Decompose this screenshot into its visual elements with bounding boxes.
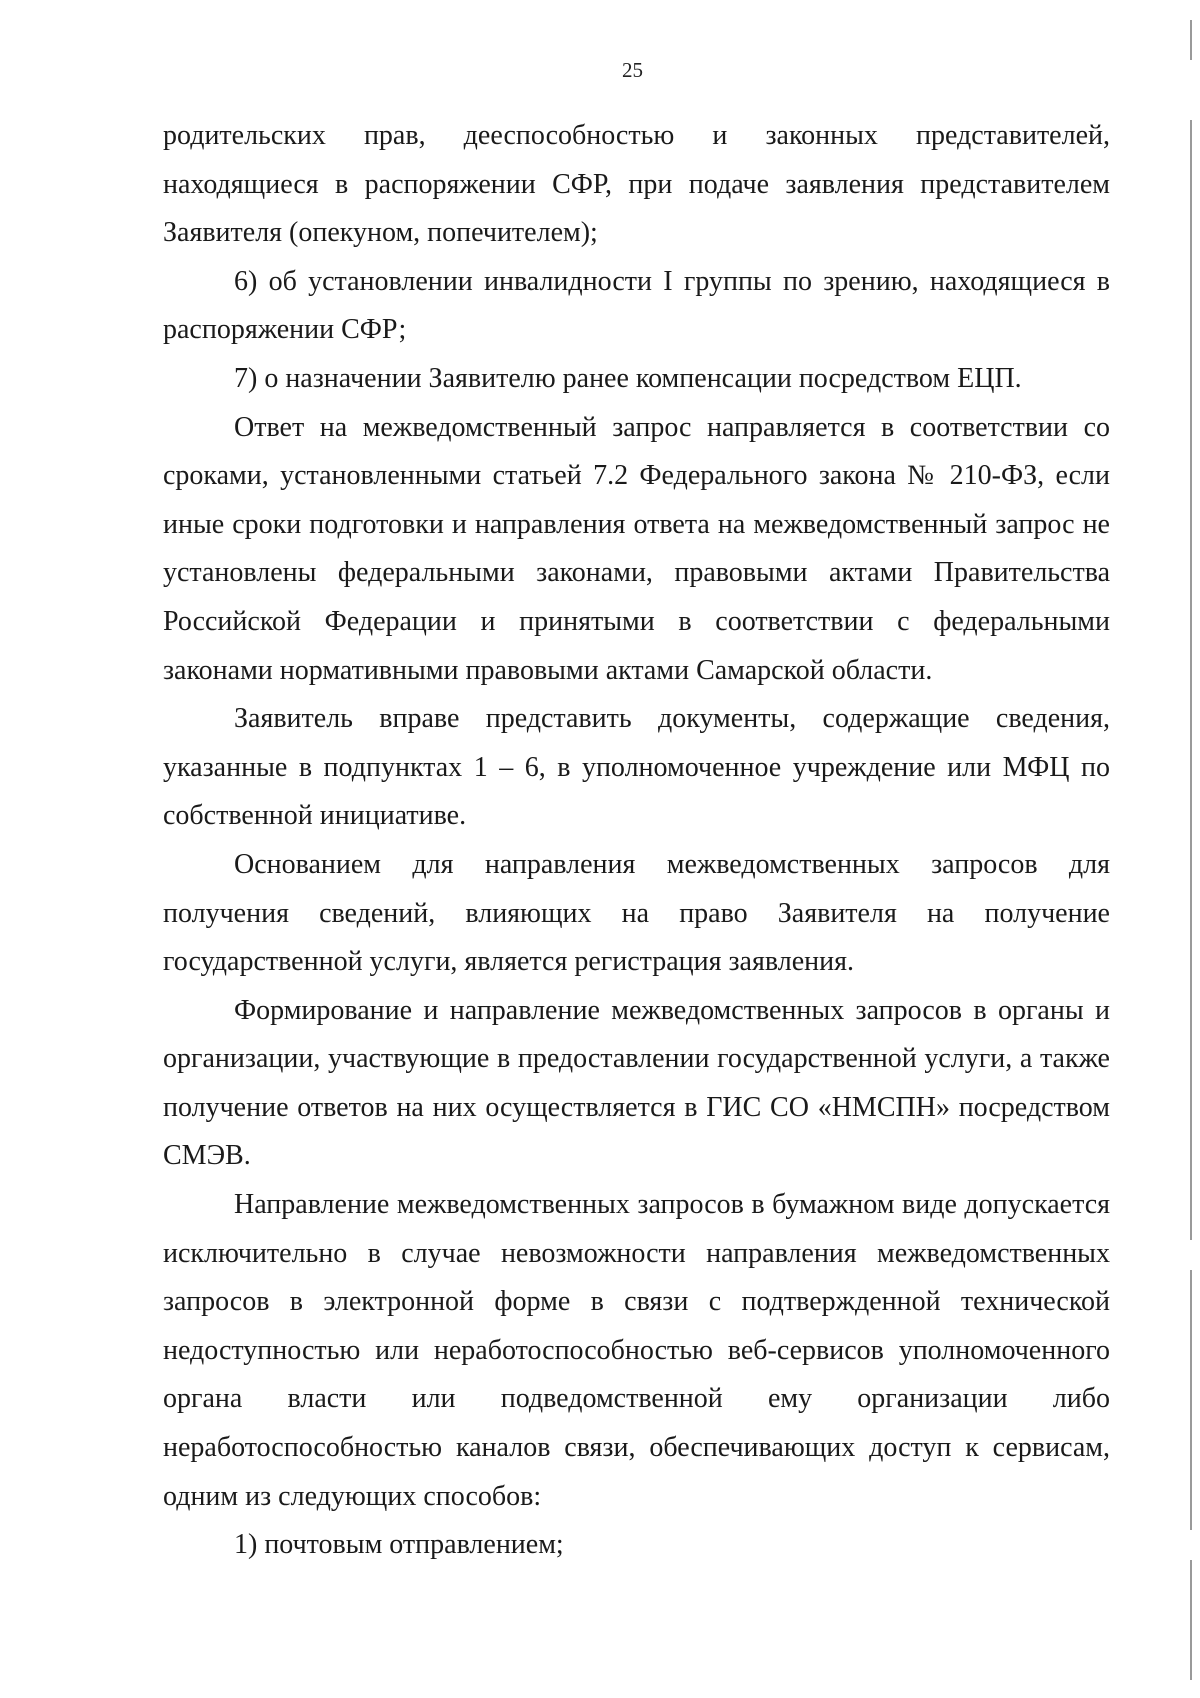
paragraph-applicant-right: Заявитель вправе представить документы, содержащие сведения, указанные в подпунктах 1 – 6, в уполномоченное учреждение или МФЦ по собственной инициативе. [163, 703, 1110, 832]
document-body [163, 112, 1110, 1570]
paragraph-basis-for-requests: Основанием для направления межведомственных запросов для получения сведений, влияющих на право Заявителя на получение государственной услуги, является регистрация заявления. [163, 848, 1110, 978]
scan-edge-line [1190, 1270, 1192, 1530]
paragraph-request-formation: Формирование и направление межведомственных запросов в органы и организации, участвующие в предоставлении государственной услуги, а также получение ответов на них осуществляется в ГИС СО «НМСПН» посредством СМЭВ. [163, 994, 1110, 1172]
paragraph-item-7: 7) о назначении Заявителю ранее компенсации посредством ЕЦП. [234, 362, 1022, 394]
scan-edge-line [1190, 1560, 1192, 1680]
paragraph-paper-requests: Направление межведомственных запросов в бумажном виде допускается исключительно в случае невозможности направления межведомственных запросов в электронной форме в связи с подтвержденной технической недоступностью или неработоспособностью веб-сервисов уполномоченного органа власти или подведомственной ему организации либо неработоспособностью каналов связи, обеспечивающих доступ к сервисам, одним из следующих способов: [163, 1189, 1110, 1512]
paragraph-parental-rights: родительских прав, дееспособностью и законных представителей, находящиеся в распоряжении СФР, при подаче заявления представителем Заявителя (опекуном, попечителем); [163, 120, 1110, 249]
paragraph-response-terms: Ответ на межведомственный запрос направляется в соответствии со сроками, установленными статьей 7.2 Федерального закона № 210-ФЗ, если иные сроки подготовки и направления ответа на межведомственный запрос не установлены федеральными законами, правовыми актами Правительства Российской Федерации и принятыми в соответствии с федеральными законами нормативными правовыми актами Самарской области. [163, 411, 1110, 686]
paragraph-method-post: 1) почтовым отправлением; [234, 1529, 564, 1561]
scan-edge-line [1190, 120, 1192, 1240]
scan-edge-line [1190, 20, 1192, 60]
page-number: 25 [622, 58, 643, 82]
paragraph-item-6: 6) об установлении инвалидности I группы по зрению, находящиеся в распоряжении СФР; [163, 265, 1110, 346]
